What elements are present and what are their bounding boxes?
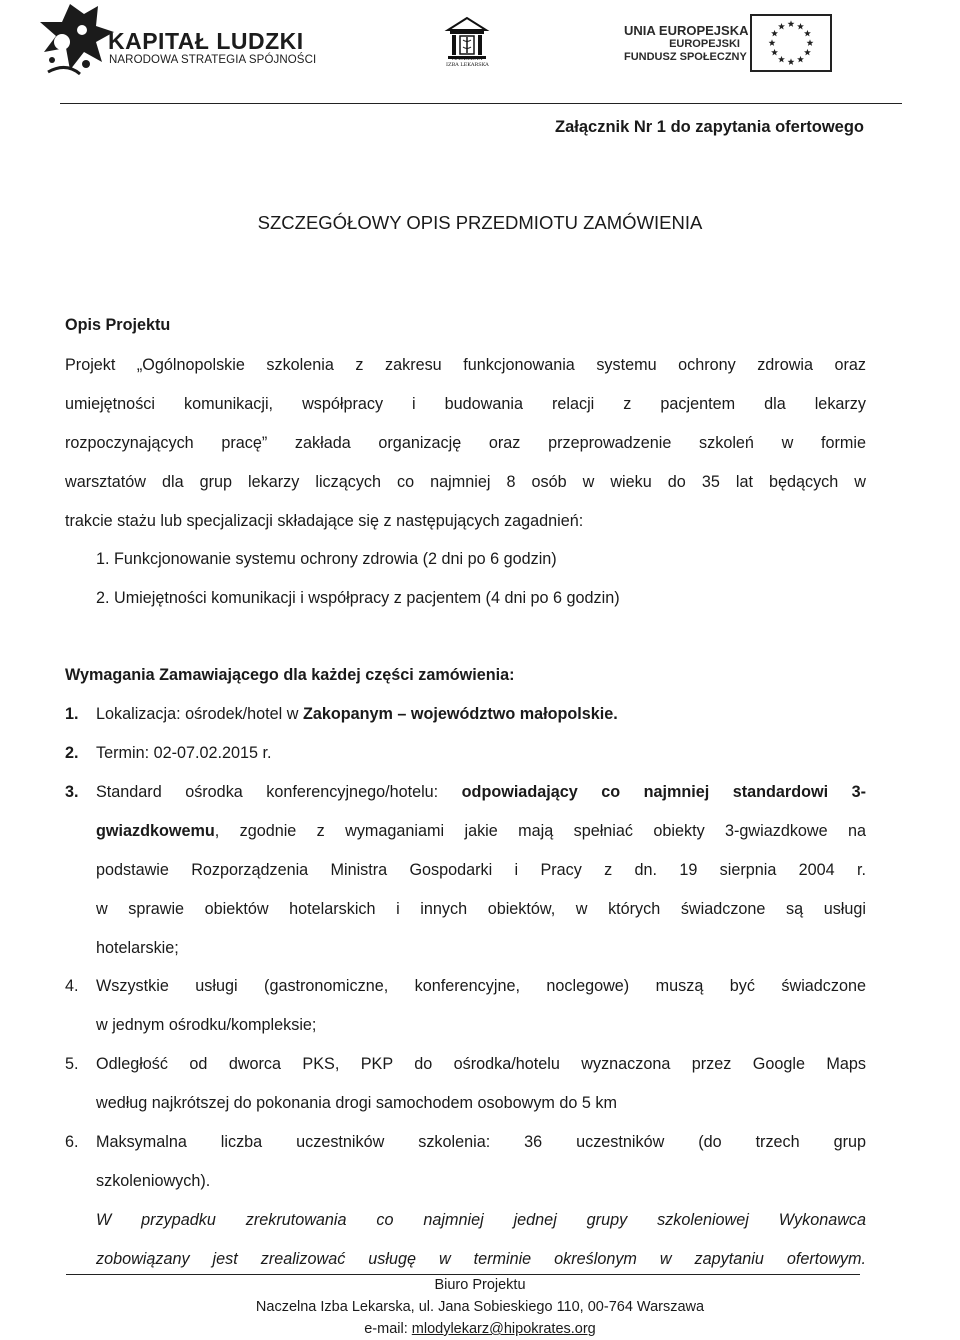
project-heading: Opis Projektu (65, 316, 171, 334)
project-description-line: Projekt „Ogólnopolskie szkolenia z zakresu funkcjonowania systemu ochrony zdrowia oraz (65, 356, 866, 374)
kapital-ludzki-subtitle: NARODOWA STRATEGIA SPÓJNOŚCI (109, 54, 317, 66)
requirement-distance-line: Odległość od dworca PKS, PKP do ośrodka/hotelu wyznaczona przez Google Maps (96, 1055, 866, 1073)
eu-union-label: UNIA EUROPEJSKA (624, 23, 749, 38)
project-topic-item: 1. Funkcjonowanie systemu ochrony zdrowia (2 dni po 6 godzin) (96, 550, 557, 568)
eu-fund-caption (624, 23, 749, 64)
footer-office: Biuro Projektu (434, 1277, 526, 1293)
requirement-participants-line: Maksymalna liczba uczestników szkolenia: 36 uczestników (do trzech grup (96, 1133, 866, 1151)
eu-social-fund-label: FUNDUSZ SPOŁECZNY (624, 51, 747, 63)
recruitment-note-line: W przypadku zrekrutowania co najmniej jednej grupy szkoleniowej Wykonawca (96, 1211, 866, 1229)
requirement-date: Termin: 02-07.02.2015 r. (96, 744, 272, 762)
requirements-heading: Wymagania Zamawiającego dla każdej części zamówienia: (65, 666, 515, 684)
requirement-standard-line: w sprawie obiektów hotelarskich i innych obiektów, w których świadczone są usługi (96, 900, 866, 918)
naczelna-izba-lekarska-logotype: NACZELNA IZBA LEKARSKA (446, 56, 489, 68)
requirement-number: 1. (65, 705, 79, 723)
footer-divider (66, 1274, 860, 1275)
requirement-distance-line: według najkrótszej do pokonania drogi samochodem osobowym do 5 km (96, 1094, 617, 1112)
requirement-standard-line: hotelarskie; (96, 939, 179, 957)
requirement-standard-line: Standard ośrodka konferencyjnego/hotelu: odpowiadający co najmniej standardowi 3- (96, 783, 866, 801)
footer-address: Naczelna Izba Lekarska, ul. Jana Sobieskiego 110, 00-764 Warszawa (255, 1299, 705, 1315)
eu-european-label: EUROPEJSKI (669, 38, 740, 50)
project-description-line: warsztatów dla grup lekarzy liczących co najmniej 8 osób w wieku do 35 lat będących w (65, 473, 866, 491)
requirement-standard-line: podstawie Rozporządzenia Ministra Gospodarki i Pracy z dn. 19 sierpnia 2004 r. (96, 861, 866, 879)
requirement-number: 6. (65, 1133, 79, 1151)
email-link[interactable]: mlodylekarz@hipokrates.org (411, 1321, 596, 1337)
project-topic-item: 2. Umiejętności komunikacji i współpracy z pacjentem (4 dni po 6 godzin) (96, 589, 620, 607)
requirement-number: 2. (65, 744, 79, 762)
requirement-location: Lokalizacja: ośrodek/hotel w Zakopanym – województwo małopolskie. (96, 705, 618, 723)
requirement-number: 5. (65, 1055, 79, 1073)
requirement-services-line: Wszystkie usługi (gastronomiczne, konferencyjne, noclegowe) muszą być świadczone (96, 977, 866, 995)
attachment-label: Załącznik Nr 1 do zapytania ofertowego (555, 118, 864, 136)
requirement-number: 4. (65, 977, 79, 995)
kapital-ludzki-title: KAPITAŁ LUDZKI (108, 28, 304, 54)
footer-email: e-mail: mlodylekarz@hipokrates.org (364, 1321, 596, 1337)
header-divider (60, 103, 902, 104)
requirement-participants-line: szkoleniowych). (96, 1172, 211, 1190)
requirement-standard-line: gwiazdkowemu, zgodnie z wymaganiami jakie mają spełniać obiekty 3-gwiazdkowe na (96, 822, 866, 840)
eu-flag-icon (750, 14, 832, 72)
requirement-services-line: w jednym ośrodku/kompleksie; (96, 1016, 317, 1034)
project-description-line: umiejętności komunikacji, współpracy i budowania relacji z pacjentem dla lekarzy (65, 395, 866, 413)
project-description-line: rozpoczynających pracę” zakłada organizację oraz przeprowadzenie szkoleń w formie (65, 434, 866, 452)
requirement-number: 3. (65, 783, 79, 801)
document-title: SZCZEGÓŁOWY OPIS PRZEDMIOTU ZAMÓWIENIA (257, 212, 703, 233)
recruitment-note-line: zobowiązany jest zrealizować usługę w terminie określonym w zapytaniu ofertowym. (96, 1250, 866, 1268)
project-description-line: trakcie stażu lub specjalizacji składające się z następujących zagadnień: (65, 512, 584, 530)
